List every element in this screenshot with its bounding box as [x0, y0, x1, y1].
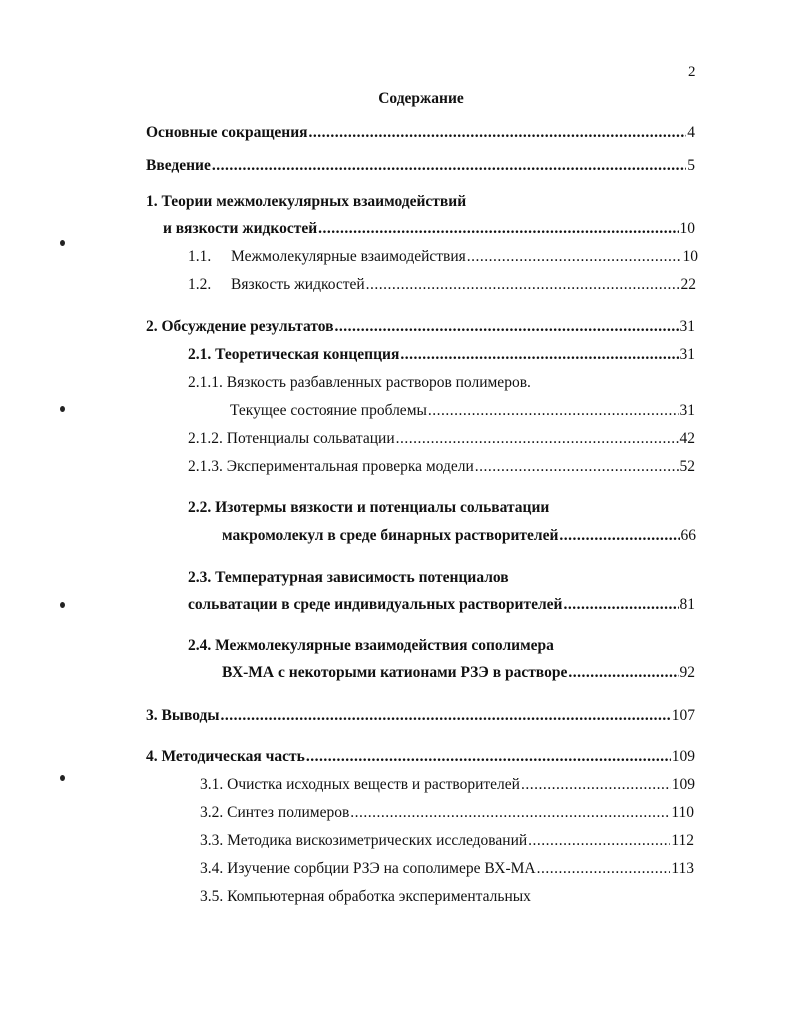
binder-hole-mark	[60, 406, 65, 412]
toc-page: 112	[671, 832, 694, 849]
toc-label-line: 2.2. Изотермы вязкости и потенциалы сольватации	[188, 499, 550, 516]
toc-entry-3-2[interactable]	[200, 804, 694, 824]
toc-leader-dots	[212, 157, 686, 175]
toc-leader-dots	[396, 430, 679, 448]
toc-leader-dots	[521, 776, 671, 794]
toc-page: 66	[680, 527, 696, 544]
toc-leader-dots	[537, 860, 671, 878]
toc-label: 2.1.2. Потенциалы сольватации	[188, 430, 395, 447]
toc-leader-dots	[467, 248, 682, 266]
toc-entry-chapter-2[interactable]	[146, 318, 695, 338]
toc-leader-dots	[400, 346, 678, 364]
toc-label-line: 2.3. Температурная зависимость потенциалов	[188, 569, 509, 586]
toc-label: ВХ-МА с некоторыми катионами РЗЭ в растворе	[222, 664, 568, 681]
toc-leader-dots	[475, 458, 679, 476]
toc-entry-2-1-3[interactable]	[188, 458, 695, 478]
toc-entry-introduction[interactable]	[146, 157, 695, 177]
toc-page: 10	[679, 220, 695, 237]
toc-page: 10	[682, 248, 698, 265]
toc-label: Межмолекулярные взаимодействия	[231, 248, 466, 265]
toc-label: 3. Выводы	[146, 707, 220, 724]
toc-leader-dots	[318, 220, 678, 238]
toc-leader-dots	[334, 318, 678, 336]
toc-entry-chapter-4[interactable]	[146, 748, 695, 768]
toc-label: 3.4. Изучение сорбции РЗЭ на сополимере ВХ-МА	[200, 860, 536, 877]
toc-label: 2.1.3. Экспериментальная проверка модели	[188, 458, 474, 475]
toc-leader-dots	[350, 804, 670, 822]
binder-hole-mark	[60, 240, 65, 246]
toc-label-line: 2.4. Межмолекулярные взаимодействия сополимера	[188, 637, 554, 654]
toc-entry-3-4[interactable]	[200, 860, 694, 880]
toc-page: 109	[671, 776, 695, 793]
toc-label: 3.1. Очистка исходных веществ и растворителей	[200, 776, 520, 793]
toc-label: Текущее состояние проблемы	[230, 402, 427, 419]
toc-page: 109	[671, 748, 695, 765]
toc-label-line: 2.1.1. Вязкость разбавленных растворов полимеров.	[188, 374, 531, 391]
toc-number: 1.2.	[188, 276, 212, 293]
toc-label: макромолекул в среде бинарных растворителей	[222, 527, 559, 544]
toc-label: Вязкость жидкостей	[231, 276, 365, 293]
toc-leader-dots	[528, 832, 670, 850]
toc-page: 110	[671, 804, 694, 821]
toc-entry-chapter-1[interactable]	[163, 220, 695, 240]
toc-label: 3.3. Методика вискозиметрических исследований	[200, 832, 528, 849]
binder-hole-mark	[60, 602, 65, 608]
toc-entry-2-2[interactable]	[222, 527, 696, 547]
page-number: 2	[688, 64, 696, 80]
toc-page: 22	[680, 276, 696, 293]
toc-entry-1-1[interactable]	[188, 248, 698, 268]
toc-entry-abbreviations[interactable]	[146, 124, 695, 144]
toc-entry-2-1-1[interactable]	[230, 402, 695, 422]
toc-page: 31	[679, 402, 695, 419]
toc-leader-dots	[568, 664, 678, 682]
toc-page: 52	[679, 458, 695, 475]
binder-hole-mark	[60, 775, 65, 781]
toc-label: 4. Методическая часть	[146, 748, 305, 765]
toc-label: Основные сокращения	[146, 124, 308, 141]
toc-leader-dots	[428, 402, 679, 420]
toc-label: 3.2. Синтез полимеров	[200, 804, 350, 821]
toc-label-line: 1. Теории межмолекулярных взаимодействий	[146, 193, 467, 210]
toc-label: и вязкости жидкостей	[163, 220, 318, 237]
toc-page: 5	[687, 157, 695, 174]
toc-page: 4	[687, 124, 695, 141]
toc-label: Введение	[146, 157, 211, 174]
toc-leader-dots	[563, 596, 678, 614]
toc-page: 81	[679, 596, 695, 613]
toc-label: 2.1. Теоретическая концепция	[188, 346, 400, 363]
page-title: Содержание	[378, 90, 464, 107]
toc-leader-dots	[309, 124, 687, 142]
toc-page: 113	[671, 860, 694, 877]
toc-page: 42	[679, 430, 695, 447]
toc-entry-1-2[interactable]	[188, 276, 696, 296]
toc-leader-dots	[559, 527, 679, 545]
toc-number: 1.1.	[188, 248, 212, 265]
toc-page: 107	[671, 707, 695, 724]
toc-page: 31	[679, 318, 695, 335]
toc-entry-chapter-3[interactable]	[146, 707, 695, 727]
toc-entry-3-3[interactable]	[200, 832, 694, 852]
toc-entry-2-1[interactable]	[188, 346, 695, 366]
toc-entry-3-1[interactable]	[200, 776, 695, 796]
toc-entry-2-3[interactable]	[188, 596, 695, 616]
toc-label: 2. Обсуждение результатов	[146, 318, 334, 335]
toc-leader-dots	[306, 748, 671, 766]
toc-entry-3-5[interactable]: 3.5. Компьютерная обработка экспериментальных	[200, 888, 531, 905]
toc-page: 31	[679, 346, 695, 363]
toc-page: 92	[679, 664, 695, 681]
toc-leader-dots	[366, 276, 680, 294]
toc-leader-dots	[220, 707, 670, 725]
toc-label: сольватации в среде индивидуальных растворителей	[188, 596, 563, 613]
toc-entry-2-4[interactable]	[222, 664, 695, 684]
toc-entry-2-1-2[interactable]	[188, 430, 695, 450]
